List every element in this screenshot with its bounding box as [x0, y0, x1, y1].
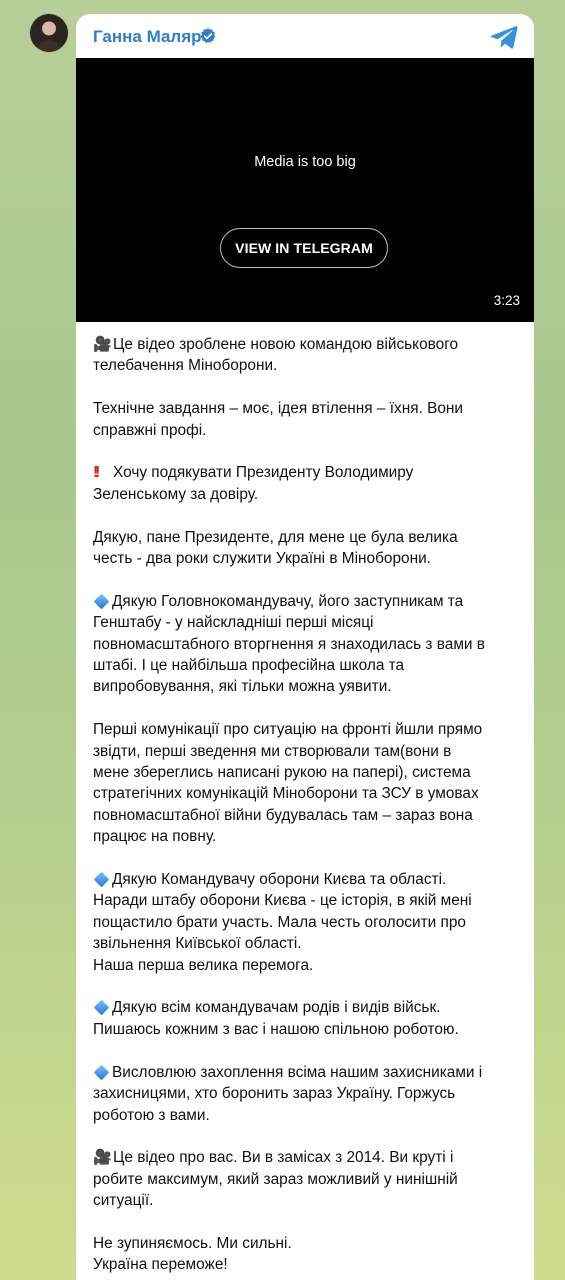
- message-line-text: честь - два роки служити Україні в Міноборони.: [93, 550, 431, 568]
- message-line: [93, 398, 517, 419]
- message-line: [93, 1105, 517, 1126]
- message-line-text: Перші комунікації про ситуацію на фронті йшли прямо: [93, 721, 483, 739]
- message-line-text: Дякую Головнокомандувачу, його заступникам та: [112, 592, 464, 610]
- message-line-text: Хочу подякувати Президенту Володимиру: [113, 464, 414, 482]
- message-line-text: працює на повну.: [93, 828, 217, 846]
- message-line: [93, 1147, 517, 1168]
- message-line: [93, 997, 517, 1018]
- message-paragraph: [93, 1147, 517, 1211]
- verified-badge-icon: [199, 27, 217, 45]
- message-line: [93, 462, 517, 483]
- media-too-big-notice: Media is too big: [254, 154, 356, 170]
- message-line: [93, 634, 517, 655]
- message-line-text: Дякую, пане Президенте, для мене це була велика: [93, 528, 458, 546]
- channel-avatar[interactable]: [30, 14, 68, 52]
- message-line: [93, 826, 517, 847]
- message-line-text: звільнення Київської області.: [93, 935, 302, 953]
- message-paragraph: [93, 997, 517, 1040]
- message-line-text: Дякую всім командувачам родів і видів військ.: [112, 999, 441, 1017]
- message-line-text: Технічне завдання – моє, ідея втілення – їхня. Вони: [93, 400, 464, 418]
- message-line: [93, 805, 517, 826]
- message-line-text: Це відео про вас. Ви в замісах з 2014. Ви круті і: [113, 1149, 454, 1167]
- message-line-text: штабі. І це найбільша професійна школа та: [93, 657, 405, 675]
- view-in-telegram-button[interactable]: VIEW IN TELEGRAM: [220, 228, 388, 268]
- blue-diamond-icon: [94, 872, 110, 888]
- message-line: [93, 1169, 517, 1190]
- message-line-text: захисницями, хто боронить зараз Україну. Горжусь: [93, 1085, 456, 1103]
- message-line: [93, 762, 517, 783]
- double-exclamation-icon: !!: [93, 464, 98, 482]
- message-line: [93, 869, 517, 890]
- message-line: [93, 955, 517, 976]
- message-line: [93, 1190, 517, 1211]
- message-paragraph: [93, 591, 517, 698]
- movie-camera-icon: 🎥: [93, 336, 112, 353]
- video-placeholder: [76, 58, 534, 322]
- message-paragraph: [93, 462, 517, 505]
- message-line: [93, 1083, 517, 1104]
- message-line-text: робите максимум, який зараз можливий у нинішній: [93, 1170, 458, 1188]
- message-paragraph: [93, 869, 517, 976]
- video-duration: 3:23: [493, 293, 520, 308]
- movie-camera-icon: 🎥: [93, 1149, 112, 1167]
- message-line: [93, 655, 517, 676]
- blue-diamond-icon: [94, 1000, 110, 1016]
- message-header: [76, 14, 534, 58]
- message-paragraph: [93, 527, 517, 570]
- message-line-text: Україна переможе!: [93, 1256, 228, 1274]
- message-line-text: звідти, перші зведення ми створювали там(вони в: [93, 742, 452, 760]
- message-line: [93, 933, 517, 954]
- message-line-text: ситуації.: [93, 1192, 154, 1210]
- message-line-text: повномасштабного вторгнення я знаходилась з вами в: [93, 635, 485, 653]
- message-line: [93, 1062, 517, 1083]
- telegram-plane-icon[interactable]: [490, 24, 518, 50]
- message-line-text: телебачення Міноборони.: [93, 357, 278, 375]
- message-line-text: роботою з вами.: [93, 1106, 210, 1124]
- message-line-text: Наша перша велика перемога.: [93, 956, 314, 974]
- message-line-text: Дякую Командувачу оборони Києва та області.: [112, 871, 447, 889]
- message-line-text: повномасштабної війни будувалась там – зараз вона: [93, 806, 473, 824]
- message-line: [93, 591, 517, 612]
- message-line: [93, 527, 517, 548]
- message-text: [76, 322, 534, 1276]
- message-line: [93, 783, 517, 804]
- message-line-text: Генштабу - у найскладніші перші місяці: [93, 614, 374, 632]
- message-paragraph: [93, 719, 517, 847]
- blue-diamond-icon: [94, 1064, 110, 1080]
- message-line-text: Висловлюю захоплення всіма нашим захисниками і: [112, 1063, 483, 1081]
- message-line-text: Наради штабу оборони Києва - це історія, в якій мені: [93, 892, 472, 910]
- message-line-text: випробовування, які тільки можна уявити.: [93, 678, 392, 696]
- message-line: [93, 420, 517, 441]
- avatar-silhouette: [37, 40, 61, 52]
- channel-name[interactable]: Ганна Маляр: [93, 27, 202, 46]
- message-line: [93, 1019, 517, 1040]
- message-paragraph: [93, 334, 517, 377]
- message-line: [93, 719, 517, 740]
- message-line-text: Не зупиняємось. Ми сильні.: [93, 1234, 292, 1252]
- message-line: [93, 741, 517, 762]
- message-line-text: пощастило брати участь. Мала честь оголосити про: [93, 913, 466, 931]
- blue-diamond-icon: [94, 593, 110, 609]
- message-line-text: стратегічних комунікацій Міноборони та ЗСУ в умовах: [93, 785, 479, 803]
- message-line: [93, 676, 517, 697]
- message-line-text: Це відео зроблене новою командою військового: [113, 336, 459, 353]
- message-line: [93, 355, 517, 376]
- message-line: [93, 890, 517, 911]
- message-line: [93, 1233, 517, 1254]
- message-line: [93, 1254, 517, 1275]
- message-bubble: [76, 14, 534, 1280]
- message-paragraph: [93, 1233, 517, 1276]
- message-line-text: Пишаюсь кожним з вас і нашою спільною роботою.: [93, 1020, 459, 1038]
- message-line: [93, 612, 517, 633]
- message-line-text: мене збереглись написані рукою на папері), система: [93, 764, 471, 782]
- message-paragraph: [93, 1062, 517, 1126]
- message-line: [93, 912, 517, 933]
- message-line: [93, 334, 517, 355]
- message-paragraph: [93, 398, 517, 441]
- message-line: [93, 484, 517, 505]
- message-line: [93, 548, 517, 569]
- message-line-text: Зеленському за довіру.: [93, 485, 259, 503]
- message-line-text: справжні профі.: [93, 421, 207, 439]
